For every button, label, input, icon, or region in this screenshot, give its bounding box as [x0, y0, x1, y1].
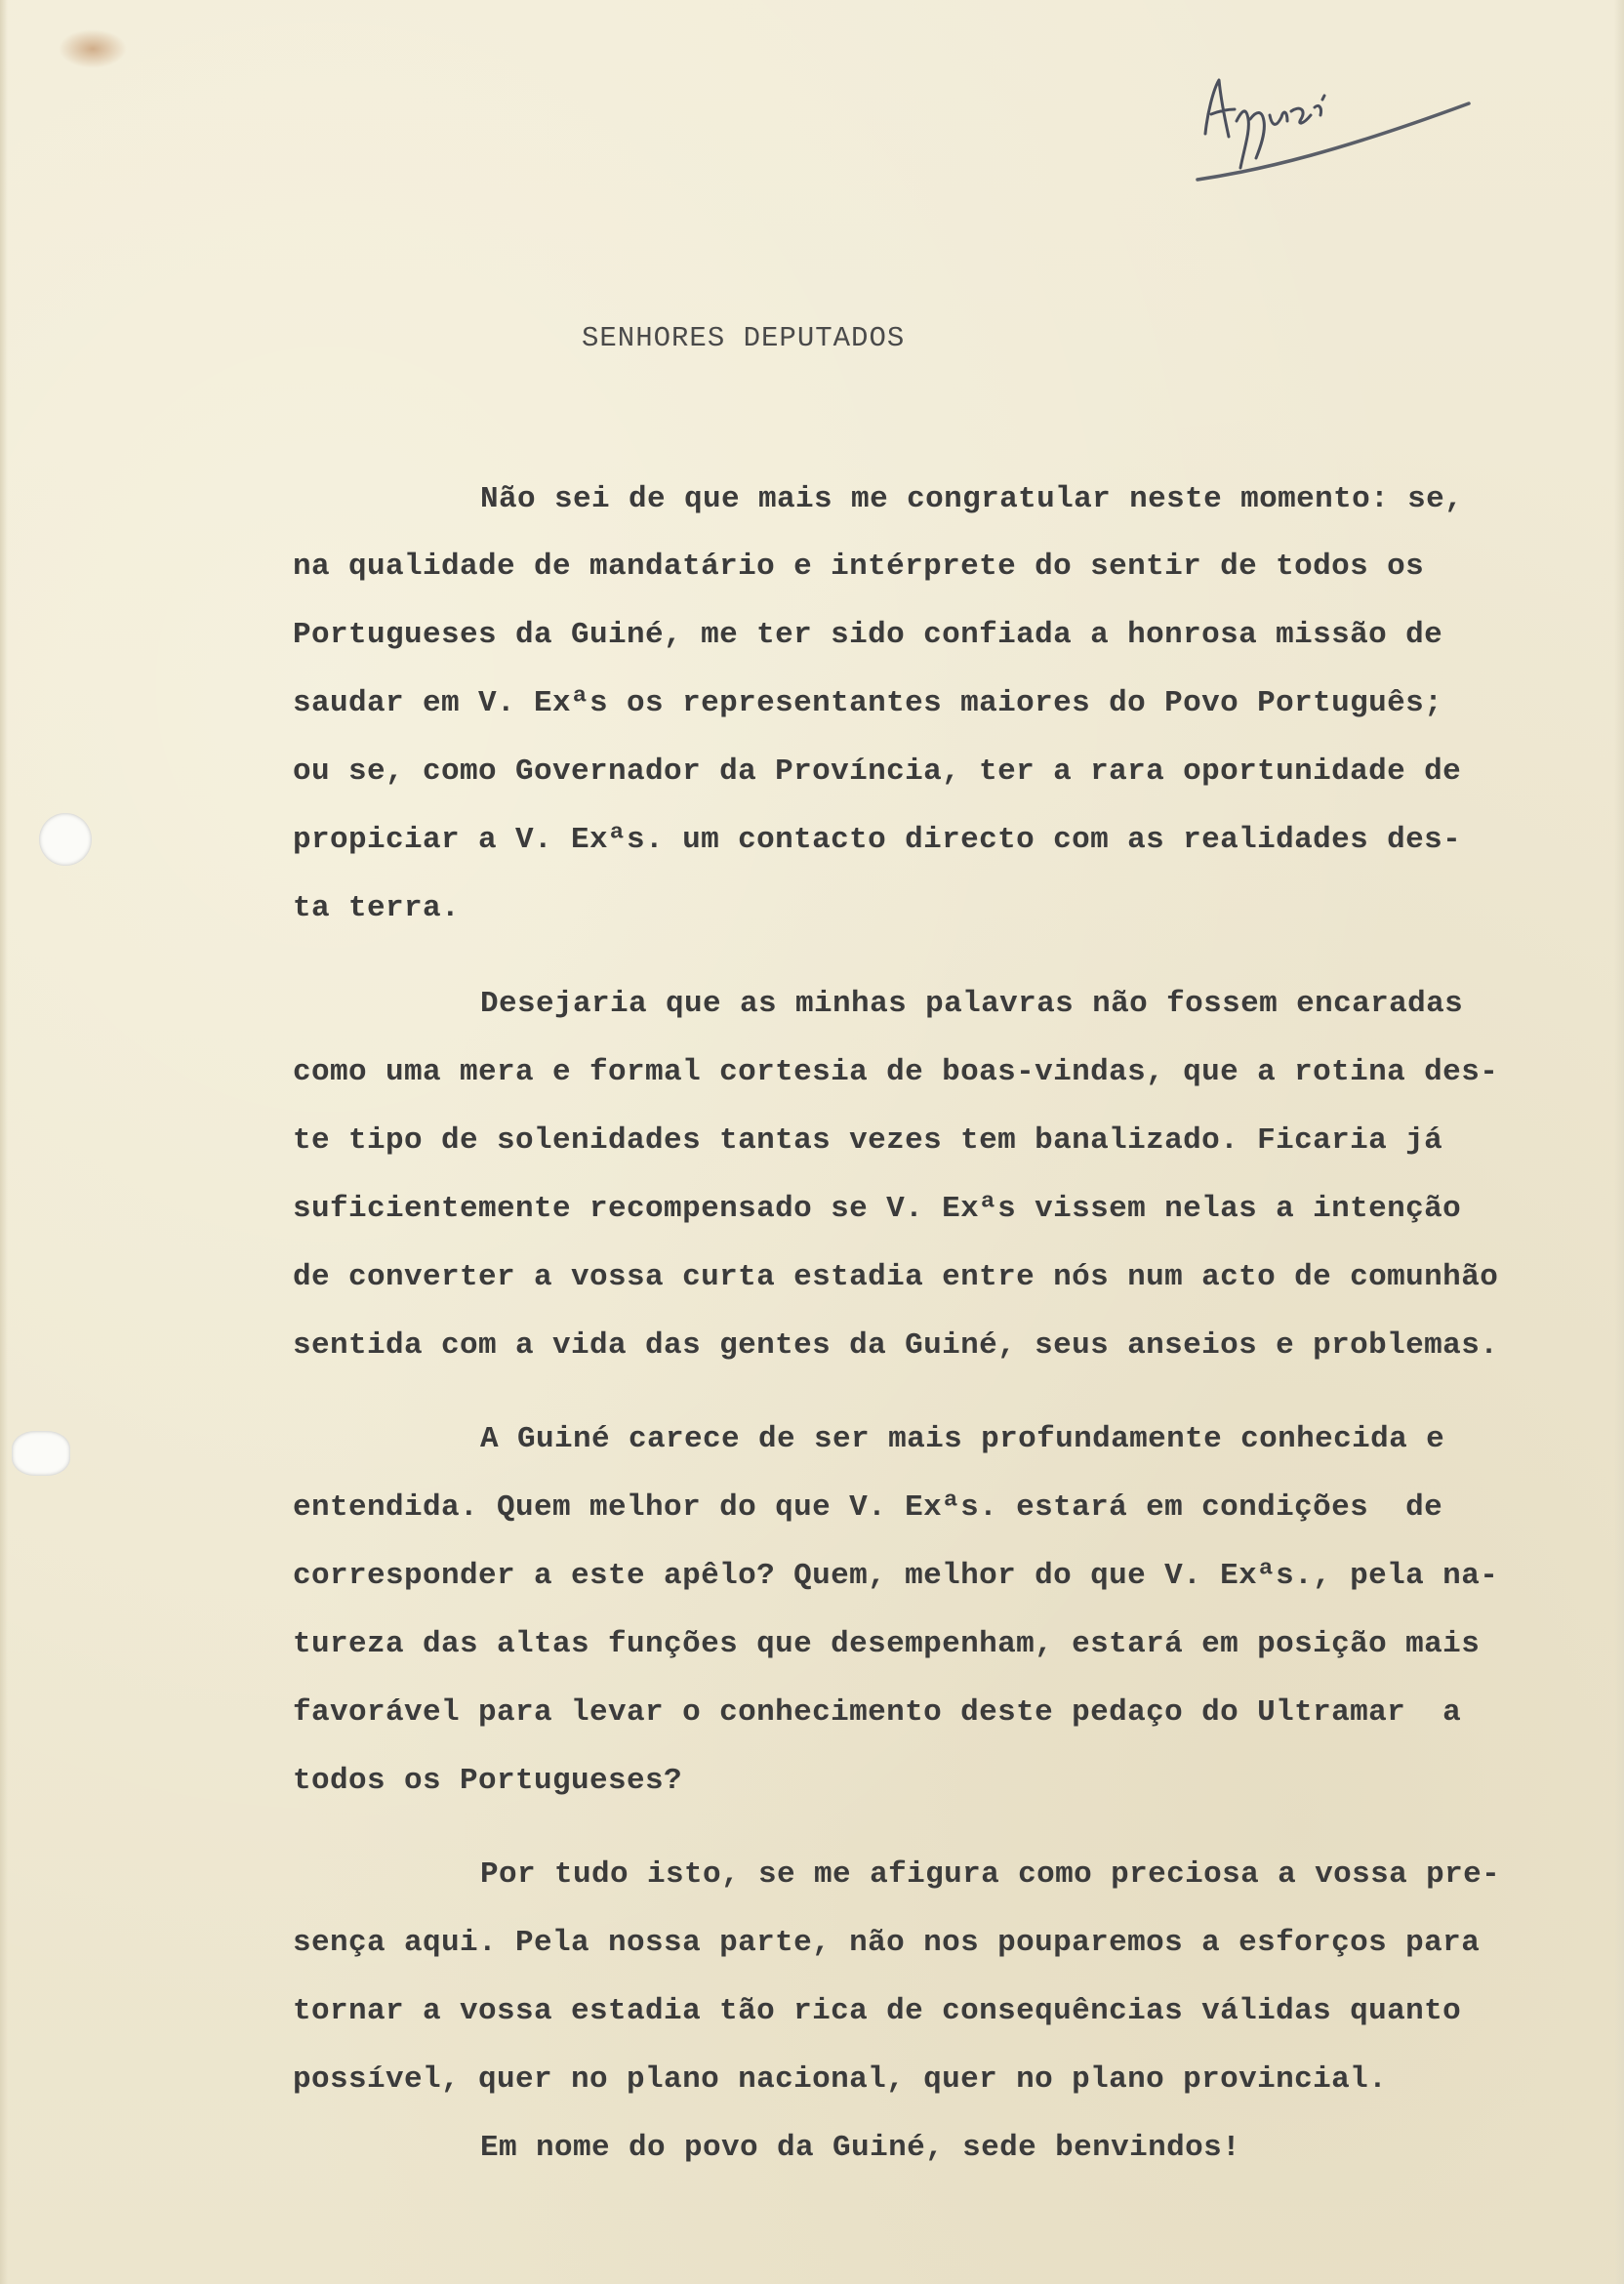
- paragraph-line: na qualidade de mandatário e intérprete do sentir de todos os: [293, 550, 1425, 584]
- paragraph-line: te tipo de solenidades tantas vezes tem banalizado. Ficaria já: [293, 1123, 1443, 1158]
- paragraph-line: A Guiné carece de ser mais profundamente conhecida e: [480, 1422, 1445, 1456]
- paragraph-line: tureza das altas funções que desempenham, estará em posição mais: [293, 1627, 1481, 1661]
- closing-line: Em nome do povo da Guiné, sede benvindos!: [480, 2131, 1241, 2165]
- paragraph-line: Portugueses da Guiné, me ter sido confiada a honrosa missão de: [293, 618, 1443, 652]
- paragraph-line: entendida. Quem melhor do que V. Exªs. estará em condições de: [293, 1490, 1443, 1525]
- paragraph-line: ou se, como Governador da Província, ter a rara oportunidade de: [293, 755, 1462, 789]
- paragraph-line: sença aqui. Pela nossa parte, não nos pouparemos a esforços para: [293, 1926, 1481, 1960]
- paragraph-line: suficientemente recompensado se V. Exªs vissem nelas a intenção: [293, 1192, 1462, 1226]
- paragraph-line: ta terra.: [293, 891, 461, 925]
- paragraph-line: tornar a vossa estadia tão rica de consequências válidas quanto: [293, 1994, 1462, 2028]
- paragraph-line: sentida com a vida das gentes da Guiné, seus anseios e problemas.: [293, 1328, 1499, 1363]
- paragraph-line: propiciar a V. Exªs. um contacto directo com as realidades des-: [293, 823, 1462, 857]
- document-title: SENHORES DEPUTADOS: [582, 322, 906, 354]
- paragraph-line: de converter a vossa curta estadia entre nós num acto de comunhão: [293, 1260, 1499, 1294]
- paragraph-line: corresponder a este apêlo? Quem, melhor do que V. Exªs., pela na-: [293, 1559, 1499, 1593]
- paragraph-line: Por tudo isto, se me afigura como preciosa a vossa pre-: [480, 1857, 1501, 1892]
- paragraph-line: favorável para levar o conhecimento deste pedaço do Ultramar a: [293, 1695, 1462, 1730]
- paragraph-line: Desejaria que as minhas palavras não fossem encaradas: [480, 987, 1464, 1021]
- paragraph-line: como uma mera e formal cortesia de boas-vindas, que a rotina des-: [293, 1055, 1499, 1089]
- paragraph-line: possível, quer no plano nacional, quer no plano provincial.: [293, 2062, 1388, 2097]
- paragraph-line: saudar em V. Exªs os representantes maiores do Povo Português;: [293, 686, 1443, 720]
- paragraph-line: Não sei de que mais me congratular neste momento: se,: [480, 482, 1464, 516]
- paragraph-line: todos os Portugueses?: [293, 1764, 683, 1798]
